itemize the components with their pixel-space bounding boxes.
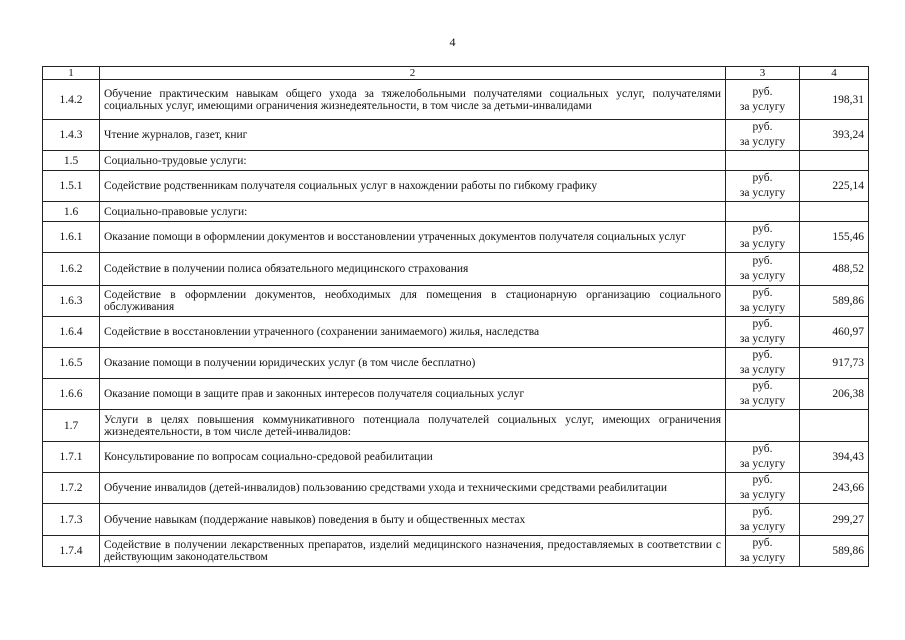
service-price: 589,86 — [800, 536, 869, 567]
unit-per-service: за услугу — [739, 136, 786, 148]
service-code: 1.5 — [43, 151, 100, 171]
service-code: 1.7 — [43, 410, 100, 442]
unit-cell — [726, 410, 800, 442]
table-row — [43, 80, 869, 120]
service-code: 1.6 — [43, 202, 100, 222]
service-code: 1.4.3 — [43, 120, 100, 151]
table-row — [43, 442, 869, 473]
service-price: 225,14 — [800, 171, 869, 202]
unit-per-service: за услугу — [739, 100, 786, 113]
unit-cell — [726, 348, 800, 379]
service-code: 1.6.2 — [43, 253, 100, 286]
service-price — [800, 202, 869, 222]
unit-currency: руб. — [752, 287, 773, 299]
service-price: 198,31 — [800, 80, 869, 120]
service-description: Содействие в получении полиса обязательного медицинского страхования — [100, 253, 726, 286]
unit-currency: руб. — [752, 121, 773, 133]
table-row — [43, 348, 869, 379]
service-code: 1.7.2 — [43, 473, 100, 504]
service-description: Содействие родственникам получателя социальных услуг в нахождении работы по гибкому графику — [100, 171, 726, 202]
page-number: 4 — [449, 35, 456, 49]
unit-currency: руб. — [752, 380, 773, 392]
unit-cell — [726, 286, 800, 317]
tariff-table — [42, 66, 869, 567]
service-description: Услуги в целях повышения коммуникативного потенциала получателей социальных услуг, имеющих ограничения жизнедеятельности, в том числе детей-инвалидов: — [100, 410, 726, 442]
unit-cell — [726, 442, 800, 473]
service-price: 460,97 — [800, 317, 869, 348]
table-row — [43, 171, 869, 202]
unit-cell — [726, 253, 800, 286]
table-row — [43, 151, 869, 171]
table-row — [43, 410, 869, 442]
unit-currency: руб. — [752, 85, 773, 98]
unit-currency: руб. — [752, 255, 773, 267]
service-description: Чтение журналов, газет, книг — [100, 120, 726, 151]
service-price: 393,24 — [800, 120, 869, 151]
service-price: 394,43 — [800, 442, 869, 473]
service-code: 1.6.5 — [43, 348, 100, 379]
service-description: Консультирование по вопросам социально-средовой реабилитации — [100, 442, 726, 473]
service-description: Обучение инвалидов (детей-инвалидов) пользованию средствами ухода и техническими средствами реабилитации — [100, 473, 726, 504]
unit-per-service: за услугу — [739, 187, 786, 199]
unit-currency: руб. — [752, 474, 773, 486]
column-number-3: 3 — [726, 67, 800, 80]
service-code: 1.6.1 — [43, 222, 100, 253]
unit-currency: руб. — [752, 349, 773, 361]
service-description: Социально-правовые услуги: — [100, 202, 726, 222]
service-code: 1.6.3 — [43, 286, 100, 317]
service-code: 1.4.2 — [43, 80, 100, 120]
service-code: 1.7.3 — [43, 504, 100, 536]
unit-cell — [726, 473, 800, 504]
service-description: Обучение практическим навыкам общего ухода за тяжелобольными получателями социальных услуг, получателями социальных услуг, имеющими ограничения жизнедеятельности, в том числе за детьми-инвалидами — [100, 80, 726, 120]
column-number-1: 1 — [43, 67, 100, 80]
unit-currency: руб. — [752, 172, 773, 184]
column-number-2: 2 — [100, 67, 726, 80]
table-row — [43, 504, 869, 536]
service-description: Оказание помощи в получении юридических услуг (в том числе бесплатно) — [100, 348, 726, 379]
unit-currency: руб. — [752, 318, 773, 330]
unit-currency: руб. — [752, 223, 773, 235]
unit-cell — [726, 536, 800, 567]
unit-cell — [726, 151, 800, 171]
table-row — [43, 253, 869, 286]
service-price: 206,38 — [800, 379, 869, 410]
unit-cell — [726, 379, 800, 410]
unit-per-service: за услугу — [739, 489, 786, 501]
service-description: Содействие в получении лекарственных препаратов, изделий медицинского назначения, предоставляемых в соответствии с действующим законодательством — [100, 536, 726, 567]
service-description: Обучение навыкам (поддержание навыков) поведения в быту и общественных местах — [100, 504, 726, 536]
unit-per-service: за услугу — [739, 333, 786, 345]
unit-cell — [726, 504, 800, 536]
unit-cell — [726, 317, 800, 348]
service-price — [800, 410, 869, 442]
unit-cell — [726, 222, 800, 253]
unit-per-service: за услугу — [739, 520, 786, 533]
service-price — [800, 151, 869, 171]
service-price: 589,86 — [800, 286, 869, 317]
unit-cell — [726, 80, 800, 120]
service-price: 243,66 — [800, 473, 869, 504]
service-description: Оказание помощи в оформлении документов и восстановлении утраченных документов получателя социальных услуг — [100, 222, 726, 253]
unit-currency: руб. — [752, 537, 773, 549]
service-code: 1.7.4 — [43, 536, 100, 567]
column-number-row — [43, 67, 869, 80]
service-description: Социально-трудовые услуги: — [100, 151, 726, 171]
service-price: 155,46 — [800, 222, 869, 253]
unit-cell — [726, 120, 800, 151]
service-price: 299,27 — [800, 504, 869, 536]
table-row — [43, 473, 869, 504]
unit-per-service: за услугу — [739, 238, 786, 250]
service-description: Оказание помощи в защите прав и законных интересов получателя социальных услуг — [100, 379, 726, 410]
table-row — [43, 286, 869, 317]
unit-cell — [726, 202, 800, 222]
table-row — [43, 317, 869, 348]
unit-currency: руб. — [752, 443, 773, 455]
unit-cell — [726, 171, 800, 202]
unit-per-service: за услугу — [739, 552, 786, 564]
table-row — [43, 379, 869, 410]
unit-per-service: за услугу — [739, 395, 786, 407]
service-price: 488,52 — [800, 253, 869, 286]
column-number-4: 4 — [800, 67, 869, 80]
tariff-table-body — [43, 67, 869, 567]
service-description: Содействие в восстановлении утраченного (сохранении занимаемого) жилья, наследства — [100, 317, 726, 348]
service-price: 917,73 — [800, 348, 869, 379]
service-code: 1.6.6 — [43, 379, 100, 410]
table-row — [43, 536, 869, 567]
service-code: 1.7.1 — [43, 442, 100, 473]
unit-per-service: за услугу — [739, 364, 786, 376]
unit-per-service: за услугу — [739, 270, 786, 282]
unit-per-service: за услугу — [739, 302, 786, 314]
service-code: 1.5.1 — [43, 171, 100, 202]
service-code: 1.6.4 — [43, 317, 100, 348]
table-row — [43, 222, 869, 253]
unit-currency: руб. — [752, 505, 773, 518]
service-description: Содействие в оформлении документов, необходимых для помещения в стационарную организацию социального обслуживания — [100, 286, 726, 317]
unit-per-service: за услугу — [739, 458, 786, 470]
table-row — [43, 202, 869, 222]
table-row — [43, 120, 869, 151]
